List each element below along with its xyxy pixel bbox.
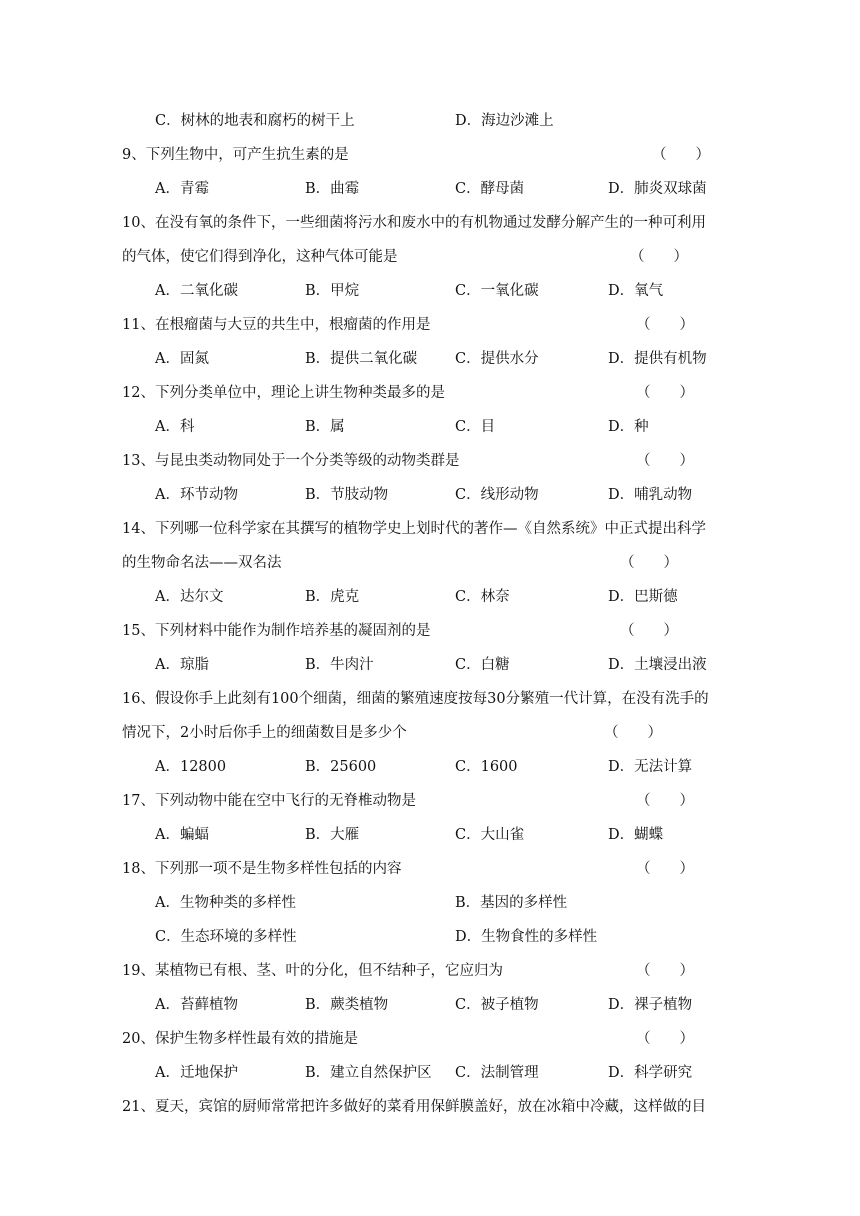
question-text: 20、保护生物多样性最有效的措施是	[122, 1031, 358, 1047]
option-d: D．裸子植物	[608, 997, 693, 1013]
answer-blank: （ ）	[636, 963, 694, 979]
answer-blank: （ ）	[636, 317, 694, 333]
option-d: D．无法计算	[608, 759, 693, 775]
question-text: 14、下列哪一位科学家在其撰写的植物学史上划时代的著作—《自然系统》中正式提出科学	[122, 521, 706, 537]
question-text: 19、某植物已有根、茎、叶的分化，但不结种子，它应归为	[122, 963, 503, 979]
option-d: D．肺炎双球菌	[608, 181, 707, 197]
option-b: B．虎克	[305, 589, 360, 605]
question-text: 的生物命名法——双名法	[122, 555, 282, 571]
option-c: C．线形动物	[455, 487, 539, 503]
option-d: D．巴斯德	[608, 589, 678, 605]
option-d: D．科学研究	[608, 1065, 693, 1081]
option-a: A．二氧化碳	[155, 283, 238, 299]
answer-blank: （ ）	[636, 453, 694, 469]
answer-blank: （ ）	[636, 385, 694, 401]
option-b: B．25600	[305, 759, 377, 775]
option-c: C．林奈	[455, 589, 510, 605]
option-b: B．曲霉	[305, 181, 360, 197]
option-d: D．提供有机物	[608, 351, 707, 367]
option-a: A．青霉	[155, 181, 209, 197]
option-b: B．提供二氧化碳	[305, 351, 418, 367]
option-left: A．生物种类的多样性	[155, 895, 296, 911]
option-c: C．1600	[455, 759, 518, 775]
option-a: A．迁地保护	[155, 1065, 238, 1081]
option-a: A．蝙蝠	[155, 827, 209, 843]
option-b: B．建立自然保护区	[305, 1065, 432, 1081]
question-text: 12、下列分类单位中，理论上讲生物种类最多的是	[122, 385, 445, 401]
answer-blank: （ ）	[630, 249, 688, 265]
option-c: C．目	[455, 419, 496, 435]
option-a: A．达尔文	[155, 589, 224, 605]
question-text: 情况下，2小时后你手上的细菌数目是多少个	[122, 725, 407, 741]
answer-blank: （ ）	[620, 623, 678, 639]
question-text: 16、假设你手上此刻有100个细菌，细菌的繁殖速度按每30分繁殖一代计算，在没有洗手的	[122, 691, 709, 707]
answer-blank: （ ）	[636, 793, 694, 809]
option-d: D．氧气	[608, 283, 664, 299]
option-a: A．环节动物	[155, 487, 238, 503]
option-a: A．苔藓植物	[155, 997, 238, 1013]
option-d: D．土壤浸出液	[608, 657, 707, 673]
option-d: D．哺乳动物	[608, 487, 693, 503]
option-right: B．基因的多样性	[455, 895, 568, 911]
answer-blank: （ ）	[636, 1031, 694, 1047]
option-c: C．被子植物	[455, 997, 539, 1013]
option-a: A．琼脂	[155, 657, 209, 673]
question-text: 9、下列生物中，可产生抗生素的是	[122, 147, 349, 163]
option-a: A．12800	[155, 759, 227, 775]
option-c: C．大山雀	[455, 827, 525, 843]
option-left: C．生态环境的多样性	[155, 929, 297, 945]
answer-blank: （ ）	[620, 555, 678, 571]
option-b: B．节肢动物	[305, 487, 389, 503]
option-c: C．提供水分	[455, 351, 539, 367]
answer-blank: （ ）	[604, 725, 662, 741]
question-text: 15、下列材料中能作为制作培养基的凝固剂的是	[122, 623, 431, 639]
answer-blank: （ ）	[652, 147, 710, 163]
option-left: C．树林的地表和腐朽的树干上	[155, 113, 355, 129]
option-b: B．甲烷	[305, 283, 360, 299]
question-text: 18、下列那一项不是生物多样性包括的内容	[122, 861, 402, 877]
answer-blank: （ ）	[636, 861, 694, 877]
option-a: A．科	[155, 419, 195, 435]
question-text: 13、与昆虫类动物同处于一个分类等级的动物类群是	[122, 453, 460, 469]
option-right: D．海边沙滩上	[455, 113, 554, 129]
option-c: C．酵母菌	[455, 181, 525, 197]
option-a: A．固氮	[155, 351, 209, 367]
question-text: 21、夏天，宾馆的厨师常常把许多做好的菜肴用保鲜膜盖好，放在冰箱中冷藏，这样做的目	[122, 1099, 706, 1115]
option-c: C．一氧化碳	[455, 283, 539, 299]
option-b: B．蕨类植物	[305, 997, 389, 1013]
option-b: B．牛肉汁	[305, 657, 374, 673]
question-text: 17、下列动物中能在空中飞行的无脊椎动物是	[122, 793, 416, 809]
option-right: D．生物食性的多样性	[455, 929, 598, 945]
question-text: 的气体，使它们得到净化，这种气体可能是	[122, 249, 398, 265]
option-c: C．法制管理	[455, 1065, 539, 1081]
option-c: C．白糖	[455, 657, 510, 673]
option-d: D．种	[608, 419, 649, 435]
question-text: 11、在根瘤菌与大豆的共生中，根瘤菌的作用是	[122, 317, 431, 333]
option-d: D．蝴蝶	[608, 827, 664, 843]
option-b: B．大雁	[305, 827, 360, 843]
question-text: 10、在没有氧的条件下，一些细菌将污水和废水中的有机物通过发酵分解产生的一种可利用	[122, 215, 706, 231]
option-b: B．属	[305, 419, 345, 435]
